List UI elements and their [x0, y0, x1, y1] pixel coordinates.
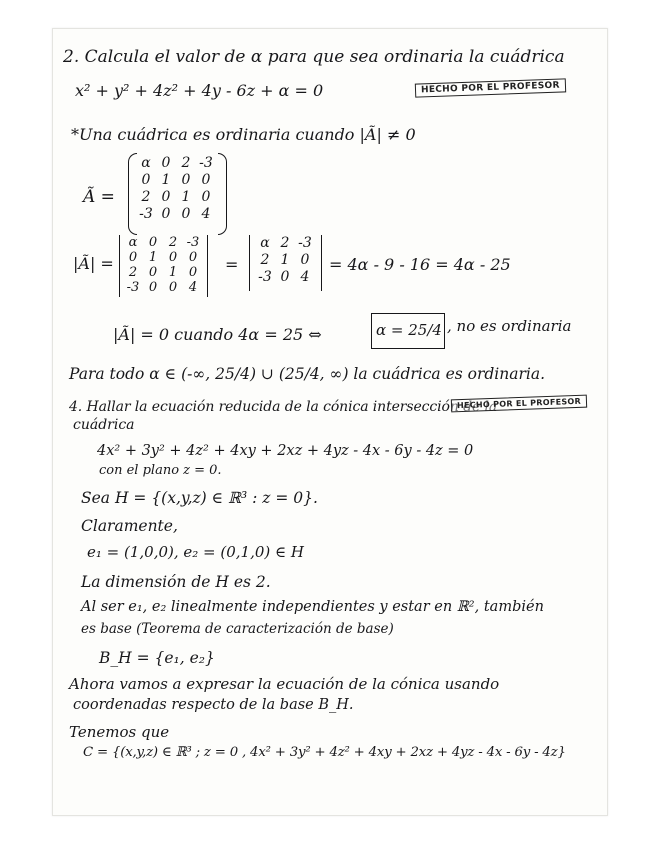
matrix-a-cell-1-0: 0: [141, 172, 151, 188]
det4-cell-2-2: 1: [168, 265, 178, 280]
problem-4-title-line2: cuádrica: [73, 417, 135, 433]
problem-2-equation: x² + y² + 4z² + 4y - 6z + α = 0: [75, 81, 324, 100]
problem-2-title: 2. Calcula el valor de α para que sea ordinaria la cuádrica: [63, 47, 565, 67]
matrix-a: [136, 155, 216, 222]
det4-cell-3-1: 0: [148, 280, 158, 295]
plane-condition: con el plano z = 0.: [99, 463, 222, 478]
det-bar-right-2: [321, 235, 322, 291]
matrix-a-label: Ã =: [83, 187, 115, 207]
determinant-label: |Ã| =: [73, 254, 114, 273]
det3-cell-2-0: -3: [258, 269, 272, 285]
det4-cell-0-3: -3: [186, 235, 200, 250]
conic-set: C = {(x,y,z) ∈ ℝ³ ; z = 0 , 4x² + 3y² + 4z² + 4xy + 2xz + 4yz - 4x - 6y - 4z}: [83, 745, 566, 760]
det4-cell-1-1: 1: [148, 250, 158, 265]
det4-cell-3-0: -3: [126, 280, 140, 295]
det4-cell-0-2: 2: [168, 235, 178, 250]
matrix-a-cell-0-0: α: [141, 155, 151, 171]
matrix-a-cell-2-1: 0: [161, 189, 171, 205]
problem-4-title-line1: 4. Hallar la ecuación reducida de la cónica intersección de la: [69, 399, 498, 415]
notebook-page: [52, 28, 608, 816]
matrix-a-cell-0-3: -3: [199, 155, 213, 171]
det-bar-right-1: [207, 235, 208, 297]
linear-independence-line1: Al ser e₁, e₂ linealmente independientes y estar en ℝ², también: [81, 599, 544, 615]
det-bar-left-1: [119, 235, 120, 297]
matrix-a-cell-0-2: 2: [181, 155, 191, 171]
det3-cell-0-2: -3: [298, 235, 312, 251]
determinant-result: = 4α - 9 - 16 = 4α - 25: [329, 255, 511, 274]
det3-cell-2-2: 4: [300, 269, 310, 285]
problem-4-equation: 4x² + 3y² + 4z² + 4xy + 2xz + 4yz - 4x - 6y - 4z = 0: [97, 443, 474, 459]
det3-cell-1-2: 0: [300, 252, 310, 268]
linear-independence-line2: es base (Teorema de caracterización de base): [81, 621, 394, 637]
define-h: Sea H = {(x,y,z) ∈ ℝ³ : z = 0}.: [81, 489, 318, 507]
basis-definition: B_H = {e₁, e₂}: [99, 649, 215, 667]
teacher-stamp: HECHO POR EL PROFESOR: [415, 78, 566, 97]
det4-cell-3-2: 0: [168, 280, 178, 295]
basis-vectors: e₁ = (1,0,0), e₂ = (0,1,0) ∈ H: [87, 543, 304, 561]
det4-cell-0-1: 0: [148, 235, 158, 250]
matrix-a-cell-3-3: 4: [201, 206, 211, 222]
matrix-a-cell-3-1: 0: [161, 206, 171, 222]
not-ordinary-note: , no es ordinaria: [447, 317, 572, 335]
det3-cell-0-0: α: [260, 235, 270, 251]
alpha-result: α = 25/4: [376, 321, 442, 339]
matrix-a-cell-2-0: 2: [141, 189, 151, 205]
ordinary-condition: *Una cuádrica es ordinaria cuando |Ã| ≠ 0: [71, 125, 416, 144]
matrix-a-right-paren: [218, 153, 227, 235]
dimension-statement: La dimensión de H es 2.: [81, 573, 271, 591]
det4-cell-0-0: α: [128, 235, 138, 250]
matrix-a-cell-2-3: 0: [201, 189, 211, 205]
matrix-a-cell-0-1: 0: [161, 155, 171, 171]
we-have: Tenemos que: [69, 723, 170, 741]
det4-cell-3-3: 4: [188, 280, 198, 295]
matrix-a-cell-1-3: 0: [201, 172, 211, 188]
zero-condition: |Ã| = 0 cuando 4α = 25 ⇔: [113, 325, 322, 344]
det3-cell-2-1: 0: [280, 269, 290, 285]
clearly: Claramente,: [81, 517, 178, 535]
express-line1: Ahora vamos a expresar la ecuación de la cónica usando: [69, 675, 500, 693]
matrix-a-cell-1-1: 1: [161, 172, 171, 188]
conclusion: Para todo α ∈ (-∞, 25/4) ∪ (25/4, ∞) la cuádrica es ordinaria.: [69, 365, 546, 383]
det3-cell-1-1: 1: [280, 252, 290, 268]
teacher-stamp-2: HECHO POR EL PROFESOR: [451, 395, 587, 413]
det3-cell-1-0: 2: [260, 252, 270, 268]
det4-cell-1-2: 0: [168, 250, 178, 265]
det3-cell-0-1: 2: [280, 235, 290, 251]
express-line2: coordenadas respecto de la base B_H.: [73, 697, 354, 713]
matrix-a-cell-2-2: 1: [181, 189, 191, 205]
det4-cell-1-0: 0: [128, 250, 138, 265]
det4-cell-2-0: 2: [128, 265, 138, 280]
matrix-a-cell-1-2: 0: [181, 172, 191, 188]
det4-cell-1-3: 0: [188, 250, 198, 265]
determinant-4x4: [123, 235, 203, 295]
matrix-a-cell-3-0: -3: [139, 206, 153, 222]
det4-cell-2-3: 0: [188, 265, 198, 280]
det4-cell-2-1: 0: [148, 265, 158, 280]
matrix-a-cell-3-2: 0: [181, 206, 191, 222]
det-bar-left-2: [249, 235, 250, 291]
det-equals: =: [225, 255, 239, 274]
determinant-3x3: [255, 235, 315, 285]
